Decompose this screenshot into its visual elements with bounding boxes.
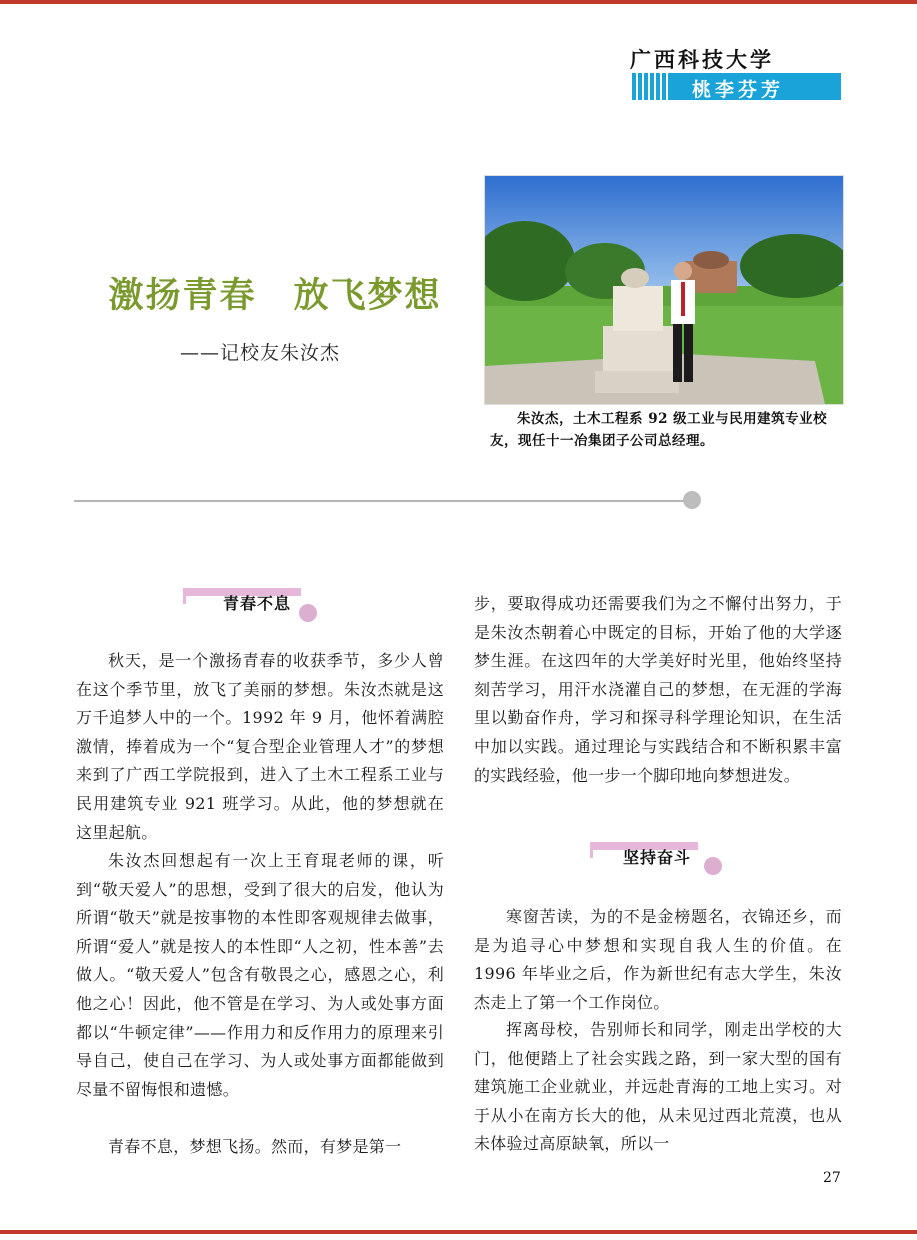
paragraph: 挥离母校，告别师长和同学，刚走出学校的大门，他便踏上了社会实践之路，到一家大型的国有建筑施工企业就业，并远赴青海的工地上实习。对于从小在南方长大的他，从未见过西北荒漠，也从未体验过高原缺氧，所以一	[474, 1020, 842, 1154]
alumnus-photo	[484, 175, 844, 405]
column-label: 桃李芬芳	[692, 79, 785, 101]
banner-stripes	[630, 73, 670, 100]
column-banner	[630, 73, 841, 100]
section-heading-text: 坚持奋斗	[623, 848, 692, 867]
bottom-border	[0, 1230, 917, 1234]
article-title: 激扬青春 放飞梦想	[108, 275, 442, 316]
article-subtitle: ——记校友朱汝杰	[180, 342, 341, 364]
heading-bubble	[299, 604, 317, 622]
top-border	[0, 0, 917, 4]
paragraph: 青春不息，梦想飞扬。然而，有梦是第一	[108, 1137, 402, 1156]
heading-bubble	[704, 857, 722, 875]
section-heading-perseverance	[590, 842, 730, 876]
section-heading-text: 青春不息	[223, 594, 292, 613]
paragraph: 寒窗苦读，为的不是金榜题名，衣锦还乡，而是为追寻心中梦想和实现自我人生的价值。在 1996 年毕业之后，作为新世纪有志大学生，朱汝杰走上了第一个工作岗位。	[474, 907, 842, 1012]
paragraph-continuation: 步，要取得成功还需要我们为之不懈付出努力，于是朱汝杰朝着心中既定的目标，开始了他的大学逐梦生涯。在这四年的大学美好时光里，他始终坚持刻苦学习，用汗水浇灌自己的梦想，在无涯的学海里以勤奋作舟，学习和探寻科学理论知识，在生活中加以实践。通过理论与实践结合和不断积累丰富的实践经验，他一步一个脚印地向梦想进发。	[474, 594, 842, 785]
page-number: 27	[823, 1170, 841, 1186]
divider-dot	[683, 491, 701, 509]
paragraph: 秋天，是一个激扬青春的收获季节，多少人曾在这个季节里，放飞了美丽的梦想。朱汝杰就是这万千追梦人中的一个。1992 年 9 月，他怀着满腔激情，捧着成为一个“复合型企业管理人才”的梦想来到了广西工学院报到，进入了土木工程系工业与民用建筑专业 921 班学习。从此，他的梦想就在这里起航。	[76, 651, 444, 842]
university-name: 广西科技大学	[630, 48, 774, 72]
paragraph: 朱汝杰回想起有一次上王育琨老师的课，听到“敬天爱人”的思想，受到了很大的启发，他认为所谓“敬天”就是按事物的本性即客观规律去做事，所谓“爱人”就是按人的本性即“人之初，性本善”去做人。“敬天爱人”包含有敬畏之心，感恩之心，利他之心！因此，他不管是在学习、为人或处事方面都以“牛顿定律”——作用力和反作用力的原理来引导自己，使自己在学习、为人或处事方面都能做到尽量不留悔恨和遗憾。	[76, 851, 444, 1099]
section-heading-youth	[183, 588, 323, 622]
heading-accent-tick	[183, 588, 186, 604]
section-divider	[74, 500, 688, 502]
photo-caption: 朱汝杰，土木工程系 92 级工业与民用建筑专业校友，现任十一冶集团子公司总经理。	[490, 411, 828, 449]
heading-accent-tick	[590, 842, 593, 858]
